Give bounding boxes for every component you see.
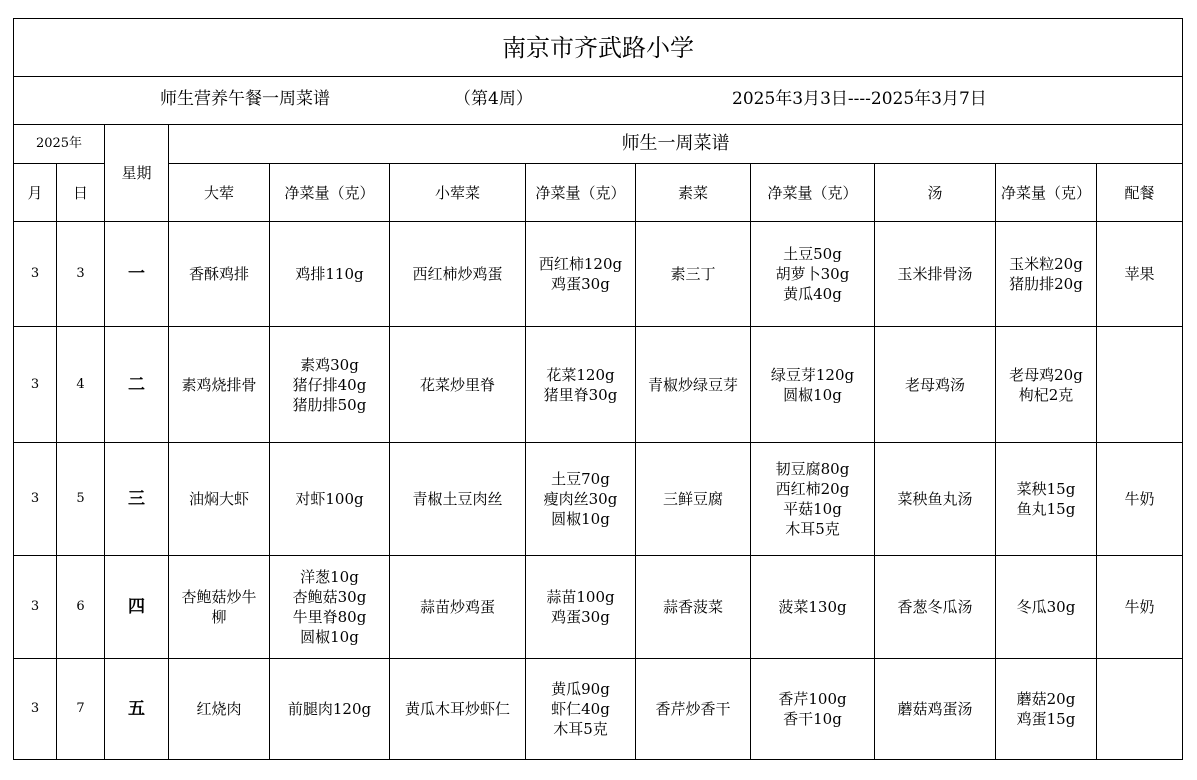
month-cell: 3 [14, 222, 57, 327]
weekday-cell: 一 [105, 222, 169, 327]
soup-qty-cell: 蘑菇20g 鸡蛋15g [996, 659, 1097, 760]
month-cell: 3 [14, 659, 57, 760]
day-cell: 5 [57, 443, 105, 556]
soup-cell: 香葱冬瓜汤 [875, 556, 996, 659]
small-dish-cell: 西红柿炒鸡蛋 [390, 222, 526, 327]
weekday-cell: 五 [105, 659, 169, 760]
veg-qty-cell: 菠菜130g [751, 556, 875, 659]
col-header-soup: 汤 [875, 164, 996, 222]
main-qty-cell: 素鸡30g 猪仔排40g 猪肋排50g [270, 327, 390, 443]
side-cell [1097, 659, 1183, 760]
weekday-cell: 二 [105, 327, 169, 443]
menu-table [13, 18, 1183, 760]
side-cell: 牛奶 [1097, 443, 1183, 556]
soup-qty-cell: 老母鸡20g 枸杞2克 [996, 327, 1097, 443]
veg-dish-cell: 香芹炒香干 [636, 659, 751, 760]
small-dish-cell: 青椒土豆肉丝 [390, 443, 526, 556]
main-qty-cell: 洋葱10g 杏鲍菇30g 牛里脊80g 圆椒10g [270, 556, 390, 659]
small-dish-cell: 黄瓜木耳炒虾仁 [390, 659, 526, 760]
col-header-veg-qty: 净菜量（克） [751, 164, 875, 222]
veg-qty-cell: 香芹100g 香干10g [751, 659, 875, 760]
veg-qty-cell: 韧豆腐80g 西红柿20g 平菇10g 木耳5克 [751, 443, 875, 556]
day-cell: 4 [57, 327, 105, 443]
veg-dish-cell: 蒜香菠菜 [636, 556, 751, 659]
table-row [14, 659, 1183, 760]
col-header-main: 大荤 [169, 164, 270, 222]
soup-cell: 老母鸡汤 [875, 327, 996, 443]
small-qty-cell: 花菜120g 猪里脊30g [526, 327, 636, 443]
menu-group-header: 师生一周菜谱 [169, 125, 1183, 164]
soup-cell: 蘑菇鸡蛋汤 [875, 659, 996, 760]
table-row [14, 443, 1183, 556]
month-header: 月 [14, 164, 57, 222]
small-qty-cell: 黄瓜90g 虾仁40g 木耳5克 [526, 659, 636, 760]
soup-qty-cell: 冬瓜30g [996, 556, 1097, 659]
school-title: 南京市齐武路小学 [14, 19, 1183, 77]
small-qty-cell: 蒜苗100g 鸡蛋30g [526, 556, 636, 659]
soup-cell: 玉米排骨汤 [875, 222, 996, 327]
menu-title: 师生营养午餐一周菜谱 [160, 89, 330, 109]
soup-qty-cell: 菜秧15g 鱼丸15g [996, 443, 1097, 556]
main-dish-cell: 杏鲍菇炒牛 柳 [169, 556, 270, 659]
month-cell: 3 [14, 327, 57, 443]
small-qty-cell: 西红柿120g 鸡蛋30g [526, 222, 636, 327]
small-qty-cell: 土豆70g 瘦肉丝30g 圆椒10g [526, 443, 636, 556]
day-cell: 7 [57, 659, 105, 760]
col-header-veg: 素菜 [636, 164, 751, 222]
small-dish-cell: 蒜苗炒鸡蛋 [390, 556, 526, 659]
table-row [14, 327, 1183, 443]
side-cell: 牛奶 [1097, 556, 1183, 659]
weekday-header: 星期 [105, 125, 169, 222]
table-row [14, 222, 1183, 327]
soup-qty-cell: 玉米粒20g 猪肋排20g [996, 222, 1097, 327]
soup-cell: 菜秧鱼丸汤 [875, 443, 996, 556]
weekday-cell: 三 [105, 443, 169, 556]
main-qty-cell: 鸡排110g [270, 222, 390, 327]
day-header: 日 [57, 164, 105, 222]
col-header-small: 小荤菜 [390, 164, 526, 222]
main-dish-cell: 素鸡烧排骨 [169, 327, 270, 443]
veg-dish-cell: 素三丁 [636, 222, 751, 327]
veg-dish-cell: 三鲜豆腐 [636, 443, 751, 556]
date-range: 2025年3月3日----2025年3月7日 [732, 89, 987, 109]
side-cell: 苹果 [1097, 222, 1183, 327]
subtitle-row [14, 77, 1183, 125]
main-qty-cell: 对虾100g [270, 443, 390, 556]
table-row [14, 556, 1183, 659]
col-header-main-qty: 净菜量（克） [270, 164, 390, 222]
month-cell: 3 [14, 556, 57, 659]
main-dish-cell: 油焖大虾 [169, 443, 270, 556]
col-header-soup-qty: 净菜量（克） [996, 164, 1097, 222]
veg-qty-cell: 绿豆芽120g 圆椒10g [751, 327, 875, 443]
veg-qty-cell: 土豆50g 胡萝卜30g 黄瓜40g [751, 222, 875, 327]
day-cell: 3 [57, 222, 105, 327]
month-cell: 3 [14, 443, 57, 556]
day-cell: 6 [57, 556, 105, 659]
main-dish-cell: 红烧肉 [169, 659, 270, 760]
year-header: 2025年 [14, 125, 105, 164]
veg-dish-cell: 青椒炒绿豆芽 [636, 327, 751, 443]
side-cell [1097, 327, 1183, 443]
weekday-cell: 四 [105, 556, 169, 659]
col-header-small-qty: 净菜量（克） [526, 164, 636, 222]
main-dish-cell: 香酥鸡排 [169, 222, 270, 327]
main-qty-cell: 前腿肉120g [270, 659, 390, 760]
small-dish-cell: 花菜炒里脊 [390, 327, 526, 443]
col-header-side: 配餐 [1097, 164, 1183, 222]
week-label: （第4周） [454, 89, 533, 109]
